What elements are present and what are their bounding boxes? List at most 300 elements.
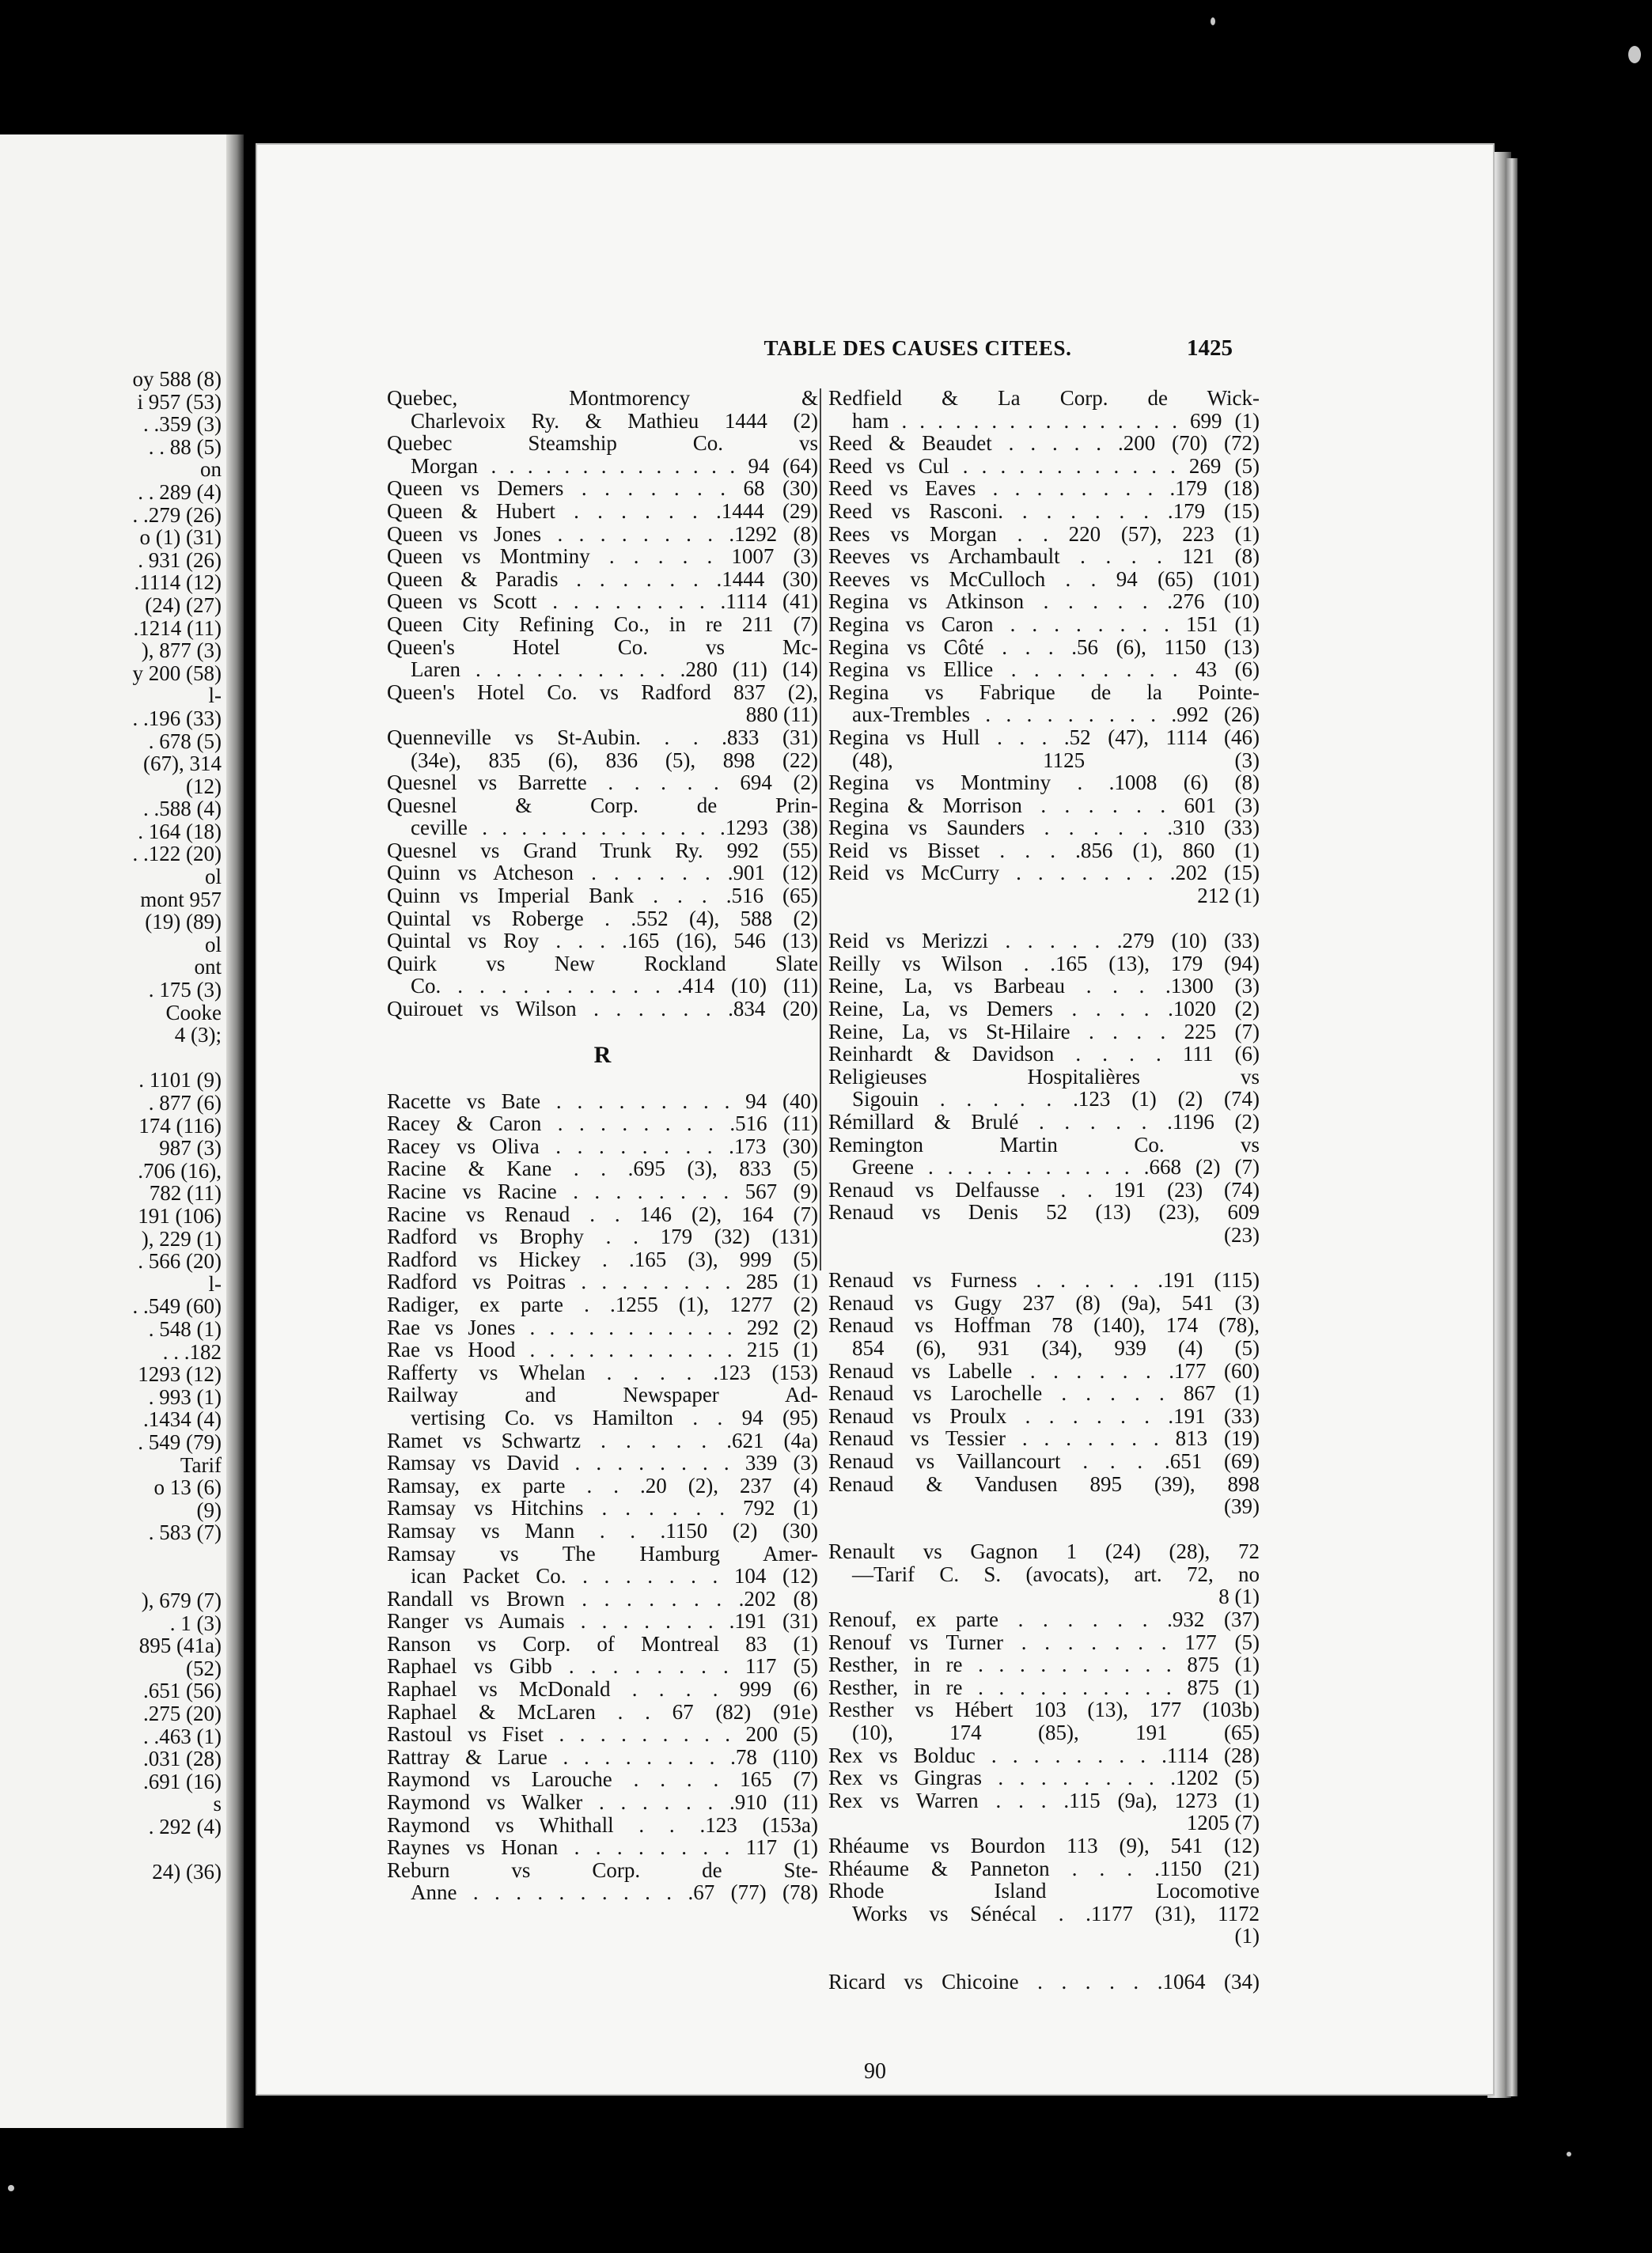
facing-page-line: . 549 (79) <box>138 1429 222 1454</box>
entry-line: Rhéaume & Panneton . . . .1150 (21) <box>828 1856 1260 1880</box>
facing-page-line: .275 (20) <box>143 1702 222 1726</box>
index-entry <box>387 1248 818 1271</box>
index-entry <box>828 477 1260 500</box>
facing-page-line: . .279 (26) <box>132 502 222 527</box>
index-entry <box>828 1631 1260 1654</box>
facing-page-line <box>0 1838 222 1861</box>
index-entry <box>828 387 1260 432</box>
entry-line: Quesnel & Corp. de Prin- <box>387 793 818 817</box>
index-entry <box>387 1225 818 1248</box>
entry-line: Regina vs Fabrique de la Pointe- <box>828 680 1260 704</box>
entry-line: Quebec Steamship Co. vs <box>387 431 818 456</box>
facing-page-line: .691 (16) <box>143 1769 222 1793</box>
index-entry <box>387 1723 818 1746</box>
entry-continuation-line: Works vs Sénécal . .1177 (31), 1172 <box>852 1901 1260 1925</box>
entry-continuation-line: vertising Co. vs Hamilton . . 94 (95) <box>411 1405 818 1429</box>
scan-speck <box>1211 17 1215 25</box>
entry-continuation-line: ceville . . . . . . . . . . . . .1293 (38) <box>411 816 818 840</box>
entry-line: Renaud & Vandusen 895 (39), 898 <box>828 1471 1260 1496</box>
entry-line: Quesnel vs Grand Trunk Ry. 992 (55) <box>387 838 818 862</box>
index-column-right <box>828 387 1260 1993</box>
spacer <box>828 1948 1260 1971</box>
index-entry <box>387 1361 818 1384</box>
entry-line: Queen's Hotel Co. vs Mc- <box>387 634 818 659</box>
entry-line: Raymond vs Walker . . . . . . .910 (11) <box>387 1790 818 1815</box>
index-entry <box>387 568 818 591</box>
entry-line: Reine, La, vs Barbeau . . . .1300 (3) <box>828 974 1260 998</box>
index-entry <box>828 1066 1260 1111</box>
index-entry <box>387 1859 818 1904</box>
facing-page-line: ont <box>194 955 222 979</box>
index-entry <box>387 1836 818 1859</box>
index-entry <box>387 1475 818 1498</box>
index-entry <box>387 432 818 477</box>
index-entry <box>828 1427 1260 1450</box>
facing-page-line: 987 (3) <box>159 1136 222 1161</box>
index-entry <box>828 590 1260 613</box>
entry-line: Reilly vs Wilson . .165 (13), 179 (94) <box>828 951 1260 975</box>
entry-continuation-line: (48), 1125 (3) <box>852 748 1260 772</box>
index-entry <box>387 1746 818 1769</box>
entry-line: Renouf vs Turner . . . . . . . 177 (5) <box>828 1630 1260 1654</box>
facing-page-line: .1114 (12) <box>134 570 222 595</box>
facing-page-line: (12) <box>186 774 222 798</box>
index-entry <box>828 1314 1260 1359</box>
spacer <box>828 907 1260 930</box>
index-entry <box>387 998 818 1020</box>
index-entry <box>828 1201 1260 1246</box>
entry-continuation-line: —Tarif C. S. (avocats), art. 72, no <box>852 1562 1260 1586</box>
facing-page-line: . .549 (60) <box>132 1294 222 1319</box>
facing-page-line: mont 957 <box>140 887 222 911</box>
index-entry <box>828 1405 1260 1428</box>
entry-line: Reed vs Rasconi. . . . . . . .179 (15) <box>828 498 1260 523</box>
facing-page-line: . . 88 (5) <box>148 434 222 459</box>
entry-line: Quebec, Montmorency & <box>387 386 818 410</box>
entry-line: Raphael & McLaren . . 67 (82) (91e) <box>387 1699 818 1724</box>
entry-continuation-line: 880 (11) <box>745 702 818 727</box>
facing-page-line: . .122 (20) <box>132 842 222 866</box>
entry-continuation-line: 8 (1) <box>1218 1585 1260 1609</box>
facing-page-line: . 164 (18) <box>138 819 222 843</box>
index-entry <box>828 1676 1260 1699</box>
entry-line: Regina vs Atkinson . . . . . .276 (10) <box>828 589 1260 614</box>
facing-page-line: (19) (89) <box>145 910 222 934</box>
entry-line: Reeves vs Archambault . . . . 121 (8) <box>828 544 1260 569</box>
facing-page-line: ol <box>204 865 222 889</box>
spacer <box>828 1518 1260 1541</box>
index-entry <box>387 907 818 930</box>
index-entry <box>387 1293 818 1316</box>
index-entry <box>828 1971 1260 1994</box>
index-entry <box>387 861 818 884</box>
index-entry <box>828 568 1260 591</box>
entry-line: Rae vs Jones . . . . . . . . . . . 292 (2) <box>387 1315 818 1339</box>
index-entry <box>387 523 818 546</box>
entry-line: Renaud vs Denis 52 (13) (23), 609 <box>828 1200 1260 1225</box>
entry-continuation-line: (1) <box>1234 1924 1260 1948</box>
facing-page-line: 782 (11) <box>149 1181 222 1206</box>
index-entry <box>828 432 1260 455</box>
entry-line: Ramsay, ex parte . . .20 (2), 237 (4) <box>387 1473 818 1498</box>
footer-number: 90 <box>864 2059 886 2084</box>
entry-line: Ranger vs Aumais . . . . . . . .191 (31) <box>387 1609 818 1634</box>
entry-line: Randall vs Brown . . . . . . . .202 (8) <box>387 1586 818 1611</box>
index-entry <box>828 1835 1260 1857</box>
index-entry <box>828 1880 1260 1948</box>
facing-page-line: oy 588 (8) <box>132 367 222 391</box>
entry-line: Reinhardt & Davidson . . . . 111 (6) <box>828 1042 1260 1066</box>
entry-line: Resther vs Hébert 103 (13), 177 (103b) <box>828 1698 1260 1722</box>
entry-line: Renaud vs Vaillancourt . . . .651 (69) <box>828 1448 1260 1473</box>
facing-page-gutter <box>226 134 244 2128</box>
index-entry <box>828 1473 1260 1518</box>
entry-line: Regina vs Saunders . . . . . .310 (33) <box>828 816 1260 840</box>
facing-page-line: 1293 (12) <box>138 1362 222 1387</box>
facing-page-line: . 678 (5) <box>148 729 222 753</box>
entry-continuation-line: Charlevoix Ry. & Mathieu 1444 (2) <box>411 408 818 433</box>
entry-line: Renaud vs Gugy 237 (8) (9a), 541 (3) <box>828 1290 1260 1315</box>
index-entry <box>387 1452 818 1475</box>
entry-continuation-line: 212 (1) <box>1197 884 1260 908</box>
index-entry <box>387 1791 818 1814</box>
index-entry <box>387 636 818 681</box>
entry-line: Ramsay vs Hitchins . . . . . . 792 (1) <box>387 1496 818 1520</box>
entry-continuation-line: Sigouin . . . . . .123 (1) (2) (74) <box>852 1087 1260 1111</box>
running-head: TABLE DES CAUSES CITEES. <box>763 336 1072 360</box>
facing-page-line: . 548 (1) <box>148 1316 222 1341</box>
index-entry <box>387 1543 818 1588</box>
entry-line: Regina vs Caron . . . . . . . . 151 (1) <box>828 612 1260 636</box>
entry-line: Racine & Kane . . .695 (3), 833 (5) <box>387 1157 818 1181</box>
index-entry <box>828 1766 1260 1789</box>
index-entry <box>828 1269 1260 1292</box>
entry-continuation-line: (23) <box>1224 1222 1260 1247</box>
index-entry <box>387 1384 818 1429</box>
index-entry <box>828 658 1260 681</box>
entry-line: Reburn vs Corp. de Ste- <box>387 1857 818 1882</box>
index-entry <box>387 1203 818 1226</box>
entry-line: Quesnel vs Barrette . . . . . 694 (2) <box>387 771 818 795</box>
facing-page-line: (52) <box>186 1656 222 1680</box>
entry-line: Regina & Morrison . . . . . . 601 (3) <box>828 793 1260 817</box>
index-entry <box>828 681 1260 726</box>
entry-line: Renault vs Gagnon 1 (24) (28), 72 <box>828 1539 1260 1564</box>
entry-line: Raynes vs Honan . . . . . . . . 117 (1) <box>387 1835 818 1860</box>
index-entry <box>387 726 818 771</box>
entry-continuation-line: (34e), 835 (6), 836 (5), 898 (22) <box>411 748 818 772</box>
index-entry <box>387 1633 818 1656</box>
index-entry <box>387 1270 818 1293</box>
entry-line: Radford vs Poitras . . . . . . . . 285 (1) <box>387 1270 818 1294</box>
entry-line: Quirouet vs Wilson . . . . . . .834 (20) <box>387 997 818 1021</box>
index-entry <box>387 590 818 613</box>
entry-line: Quinn vs Atcheson . . . . . . .901 (12) <box>387 861 818 885</box>
index-entry <box>828 1360 1260 1383</box>
index-entry <box>387 500 818 523</box>
index-entry <box>828 1382 1260 1405</box>
index-entry <box>828 1653 1260 1676</box>
index-entry <box>828 1698 1260 1744</box>
facing-page-line: Cooke <box>165 1000 222 1024</box>
index-entry <box>387 477 818 500</box>
index-entry <box>828 455 1260 478</box>
entry-line: Quintal vs Roberge . .552 (4), 588 (2) <box>387 906 818 930</box>
index-entry <box>387 794 818 839</box>
entry-continuation-line: (10), 174 (85), 191 (65) <box>852 1721 1260 1745</box>
index-entry <box>828 998 1260 1020</box>
facing-page-line <box>0 1047 222 1070</box>
index-entry <box>828 500 1260 523</box>
facing-page-line: ), 679 (7) <box>141 1588 222 1613</box>
index-entry <box>387 839 818 862</box>
entry-line: Rees vs Morgan . . 220 (57), 223 (1) <box>828 521 1260 546</box>
facing-page-line: on <box>200 457 222 482</box>
scan-speck <box>1628 46 1641 63</box>
index-entry <box>387 1316 818 1339</box>
index-entry <box>387 1655 818 1678</box>
entry-line: Raymond vs Larouche . . . . 165 (7) <box>387 1767 818 1792</box>
index-entry <box>387 1429 818 1452</box>
facing-page-line: .031 (28) <box>143 1747 222 1771</box>
index-entry <box>387 930 818 952</box>
index-entry <box>828 1789 1260 1835</box>
entry-line: Racey vs Oliva . . . . . . . . .173 (30) <box>387 1134 818 1158</box>
entry-line: Rex vs Warren . . . .115 (9a), 1273 (1) <box>828 1788 1260 1812</box>
entry-line: Reed & Beaudet . . . . . .200 (70) (72) <box>828 431 1260 456</box>
index-entry <box>387 1768 818 1791</box>
facing-page <box>0 134 244 2128</box>
entry-line: Racine vs Renaud . . 146 (2), 164 (7) <box>387 1202 818 1226</box>
entry-continuation-line: 1205 (7) <box>1186 1811 1260 1835</box>
book-page <box>257 145 1493 2094</box>
entry-line: Reeves vs McCulloch . . 94 (65) (101) <box>828 566 1260 591</box>
facing-page-line: . 993 (1) <box>148 1384 222 1409</box>
entry-line: Reid vs McCurry . . . . . . . .202 (15) <box>828 861 1260 885</box>
index-entry <box>828 613 1260 636</box>
entry-continuation-line: Greene . . . . . . . . . . . .668 (2) (7) <box>852 1155 1260 1180</box>
index-entry <box>828 975 1260 998</box>
index-entry <box>387 1339 818 1361</box>
index-entry <box>828 1043 1260 1066</box>
entry-line: Renaud vs Delfausse . . 191 (23) (74) <box>828 1177 1260 1202</box>
index-entry <box>387 1135 818 1158</box>
entry-line: Queen's Hotel Co. vs Radford 837 (2), <box>387 680 818 704</box>
index-entry <box>387 1180 818 1203</box>
entry-line: Raphael vs Gibb . . . . . . . . 117 (5) <box>387 1654 818 1679</box>
entry-line: Quenneville vs St-Aubin. . . .833 (31) <box>387 725 818 749</box>
index-entry <box>387 613 818 636</box>
spacer <box>828 1247 1260 1270</box>
facing-page-line: ), 877 (3) <box>141 638 222 663</box>
entry-line: Radford vs Brophy . . 179 (32) (131) <box>387 1225 818 1249</box>
index-entry <box>387 1588 818 1611</box>
entry-line: Rafferty vs Whelan . . . . .123 (153) <box>387 1360 818 1384</box>
entry-line: Rhode Island Locomotive <box>828 1879 1260 1903</box>
facing-page-line: o 13 (6) <box>153 1475 222 1500</box>
facing-page-line: ol <box>204 932 222 956</box>
entry-line: Queen vs Demers . . . . . . . 68 (30) <box>387 476 818 501</box>
index-entry <box>828 1292 1260 1315</box>
index-entry <box>828 794 1260 817</box>
facing-page-line: o (1) (31) <box>139 525 222 550</box>
scan-speck <box>8 2185 14 2191</box>
entry-continuation-line: Anne . . . . . . . . . . .67 (77) (78) <box>411 1880 818 1905</box>
entry-line: Renaud vs Tessier . . . . . . . 813 (19) <box>828 1426 1260 1451</box>
entry-line: Quirk vs New Rockland Slate <box>387 951 818 975</box>
page-number: 1425 <box>1187 335 1233 361</box>
facing-page-line: . .463 (1) <box>143 1724 222 1748</box>
entry-line: Rhéaume vs Bourdon 113 (9), 541 (12) <box>828 1834 1260 1857</box>
entry-line: Queen & Paradis . . . . . . .1444 (30) <box>387 566 818 591</box>
index-entry <box>828 1608 1260 1631</box>
index-entry <box>828 839 1260 862</box>
entry-line: Regina vs Ellice . . . . . . . . 43 (6) <box>828 657 1260 682</box>
column-divider <box>820 388 821 1270</box>
entry-line: Queen City Refining Co., in re 211 (7) <box>387 612 818 636</box>
facing-page-line: . 583 (7) <box>148 1520 222 1545</box>
index-entry <box>387 1678 818 1701</box>
facing-page-line: . .588 (4) <box>143 797 222 821</box>
facing-page-line: Tarif <box>180 1452 222 1477</box>
entry-line: Rattray & Larue . . . . . . . . .78 (110) <box>387 1744 818 1769</box>
entry-continuation-line: ican Packet Co. . . . . . . . 104 (12) <box>411 1564 818 1588</box>
facing-page-line: (24) (27) <box>145 593 222 617</box>
facing-page-line: . .196 (33) <box>132 706 222 730</box>
scan-speck <box>1567 2152 1571 2156</box>
index-entry <box>387 1112 818 1135</box>
facing-page-line: l- <box>208 1271 222 1296</box>
facing-page-line: (9) <box>196 1498 222 1522</box>
facing-page-line: . 931 (26) <box>138 547 222 572</box>
index-entry <box>387 1090 818 1113</box>
facing-page-line: . 1 (3) <box>169 1611 222 1635</box>
page-edge-shadow <box>1506 158 1517 2096</box>
entry-line: Queen & Hubert . . . . . . .1444 (29) <box>387 498 818 523</box>
entry-line: Reine, La, vs Demers . . . . .1020 (2) <box>828 997 1260 1021</box>
index-entry <box>387 1610 818 1633</box>
index-entry <box>387 952 818 998</box>
entry-line: Remington Martin Co. vs <box>828 1132 1260 1157</box>
entry-line: Ramet vs Schwartz . . . . . .621 (4a) <box>387 1428 818 1452</box>
entry-line: Queen vs Montminy . . . . . 1007 (3) <box>387 544 818 569</box>
facing-page-line: . 566 (20) <box>138 1249 222 1274</box>
entry-line: Renaud vs Hoffman 78 (140), 174 (78), <box>828 1313 1260 1338</box>
section-letter: R <box>593 1041 612 1068</box>
index-entry <box>387 1701 818 1724</box>
entry-continuation-line: Co. . . . . . . . . . . .414 (10) (11) <box>411 974 818 998</box>
index-entry <box>387 387 818 432</box>
facing-page-line: . 292 (4) <box>148 1815 222 1838</box>
entry-line: Rémillard & Brulé . . . . . .1196 (2) <box>828 1110 1260 1134</box>
index-entry <box>828 1134 1260 1179</box>
entry-line: Quintal vs Roy . . . .165 (16), 546 (13) <box>387 929 818 953</box>
facing-page-line: .651 (56) <box>143 1679 222 1703</box>
entry-line: Quinn vs Imperial Bank . . . .516 (65) <box>387 884 818 908</box>
index-entry <box>828 1111 1260 1134</box>
entry-continuation-line: (39) <box>1224 1494 1260 1519</box>
index-entry <box>828 1540 1260 1608</box>
entry-line: Reine, La, vs St-Hilaire . . . . 225 (7) <box>828 1019 1260 1043</box>
entry-line: Religieuses Hospitalières vs <box>828 1064 1260 1089</box>
index-entry <box>387 884 818 907</box>
entry-line: Renaud vs Proulx . . . . . . .191 (33) <box>828 1403 1260 1428</box>
entry-line: Queen vs Scott . . . . . . . . .1114 (41) <box>387 589 818 614</box>
entry-line: Racey & Caron . . . . . . . . .516 (11) <box>387 1111 818 1136</box>
facing-page-line: s <box>213 1792 222 1816</box>
entry-line: Reid vs Bisset . . . .856 (1), 860 (1) <box>828 838 1260 862</box>
facing-page-line <box>0 1566 222 1589</box>
entry-line: Renaud vs Furness . . . . . .191 (115) <box>828 1268 1260 1293</box>
entry-continuation-line: Laren . . . . . . . . . . .280 (11) (14) <box>411 657 818 682</box>
facing-page-line: 24) (36) <box>152 1860 222 1884</box>
index-entry <box>387 681 818 726</box>
entry-continuation-line: ham . . . . . . . . . . . . . . . . 699 (1) <box>852 408 1260 433</box>
facing-page-line: ), 229 (1) <box>141 1226 222 1251</box>
index-entry <box>828 1179 1260 1202</box>
index-entry <box>387 1157 818 1180</box>
entry-line: Reed vs Cul . . . . . . . . . . . . 269 (5) <box>828 453 1260 478</box>
entry-continuation-line: Morgan . . . . . . . . . . . . . . 94 (64) <box>411 453 818 478</box>
facing-page-line: 191 (106) <box>138 1203 222 1228</box>
entry-line: Regina vs Hull . . . .52 (47), 1114 (46) <box>828 725 1260 749</box>
facing-page-line: 174 (116) <box>138 1113 222 1138</box>
entry-line: Radford vs Hickey . .165 (3), 999 (5) <box>387 1247 818 1271</box>
entry-line: Rastoul vs Fiset . . . . . . . . . 200 (5) <box>387 1722 818 1747</box>
facing-page-line: . 877 (6) <box>148 1091 222 1115</box>
index-entry <box>387 1814 818 1837</box>
entry-line: Renouf, ex parte . . . . . . .932 (37) <box>828 1607 1260 1632</box>
facing-page-line: . 175 (3) <box>148 978 222 1002</box>
index-entry <box>828 861 1260 907</box>
entry-line: Redfield & La Corp. de Wick- <box>828 386 1260 410</box>
entry-line: Regina vs Côté . . . .56 (6), 1150 (13) <box>828 634 1260 659</box>
index-entry <box>828 952 1260 975</box>
entry-line: Renaud vs Labelle . . . . . . .177 (60) <box>828 1358 1260 1383</box>
facing-page-line: (67), 314 <box>143 752 222 776</box>
index-entry <box>387 545 818 568</box>
facing-page-line: . .359 (3) <box>143 412 222 437</box>
facing-page-line: . 1101 (9) <box>138 1068 222 1092</box>
index-entry <box>828 771 1260 794</box>
entry-line: Renaud vs Larochelle . . . . . 867 (1) <box>828 1381 1260 1406</box>
index-entry <box>828 523 1260 546</box>
index-entry <box>828 726 1260 771</box>
entry-line: Racette vs Bate . . . . . . . . . 94 (40) <box>387 1089 818 1113</box>
facing-page-line: . . .182 <box>162 1339 222 1364</box>
facing-page-line: .1214 (11) <box>133 615 222 640</box>
index-entry <box>387 1520 818 1543</box>
facing-page-text <box>0 368 222 1884</box>
entry-line: Raphael vs McDonald . . . . 999 (6) <box>387 1677 818 1702</box>
entry-line: Ramsay vs David . . . . . . . . 339 (3) <box>387 1451 818 1475</box>
entry-line: Regina vs Montminy . .1008 (6) (8) <box>828 771 1260 795</box>
index-entry <box>828 1020 1260 1043</box>
entry-line: Rae vs Hood . . . . . . . . . . . 215 (1) <box>387 1338 818 1362</box>
index-column-left <box>387 387 818 1904</box>
index-entry <box>828 545 1260 568</box>
facing-page-line: . . 289 (4) <box>138 479 222 504</box>
facing-page-line: 4 (3); <box>174 1023 222 1047</box>
index-entry <box>828 1450 1260 1473</box>
index-entry <box>387 1497 818 1520</box>
facing-page-line: l- <box>208 683 222 708</box>
index-entry <box>828 930 1260 952</box>
facing-page-line: .706 (16), <box>138 1158 222 1183</box>
index-entry <box>828 636 1260 659</box>
entry-line: Resther, in re . . . . . . . . . . 875 (1) <box>828 1653 1260 1677</box>
entry-line: Ranson vs Corp. of Montreal 83 (1) <box>387 1631 818 1656</box>
